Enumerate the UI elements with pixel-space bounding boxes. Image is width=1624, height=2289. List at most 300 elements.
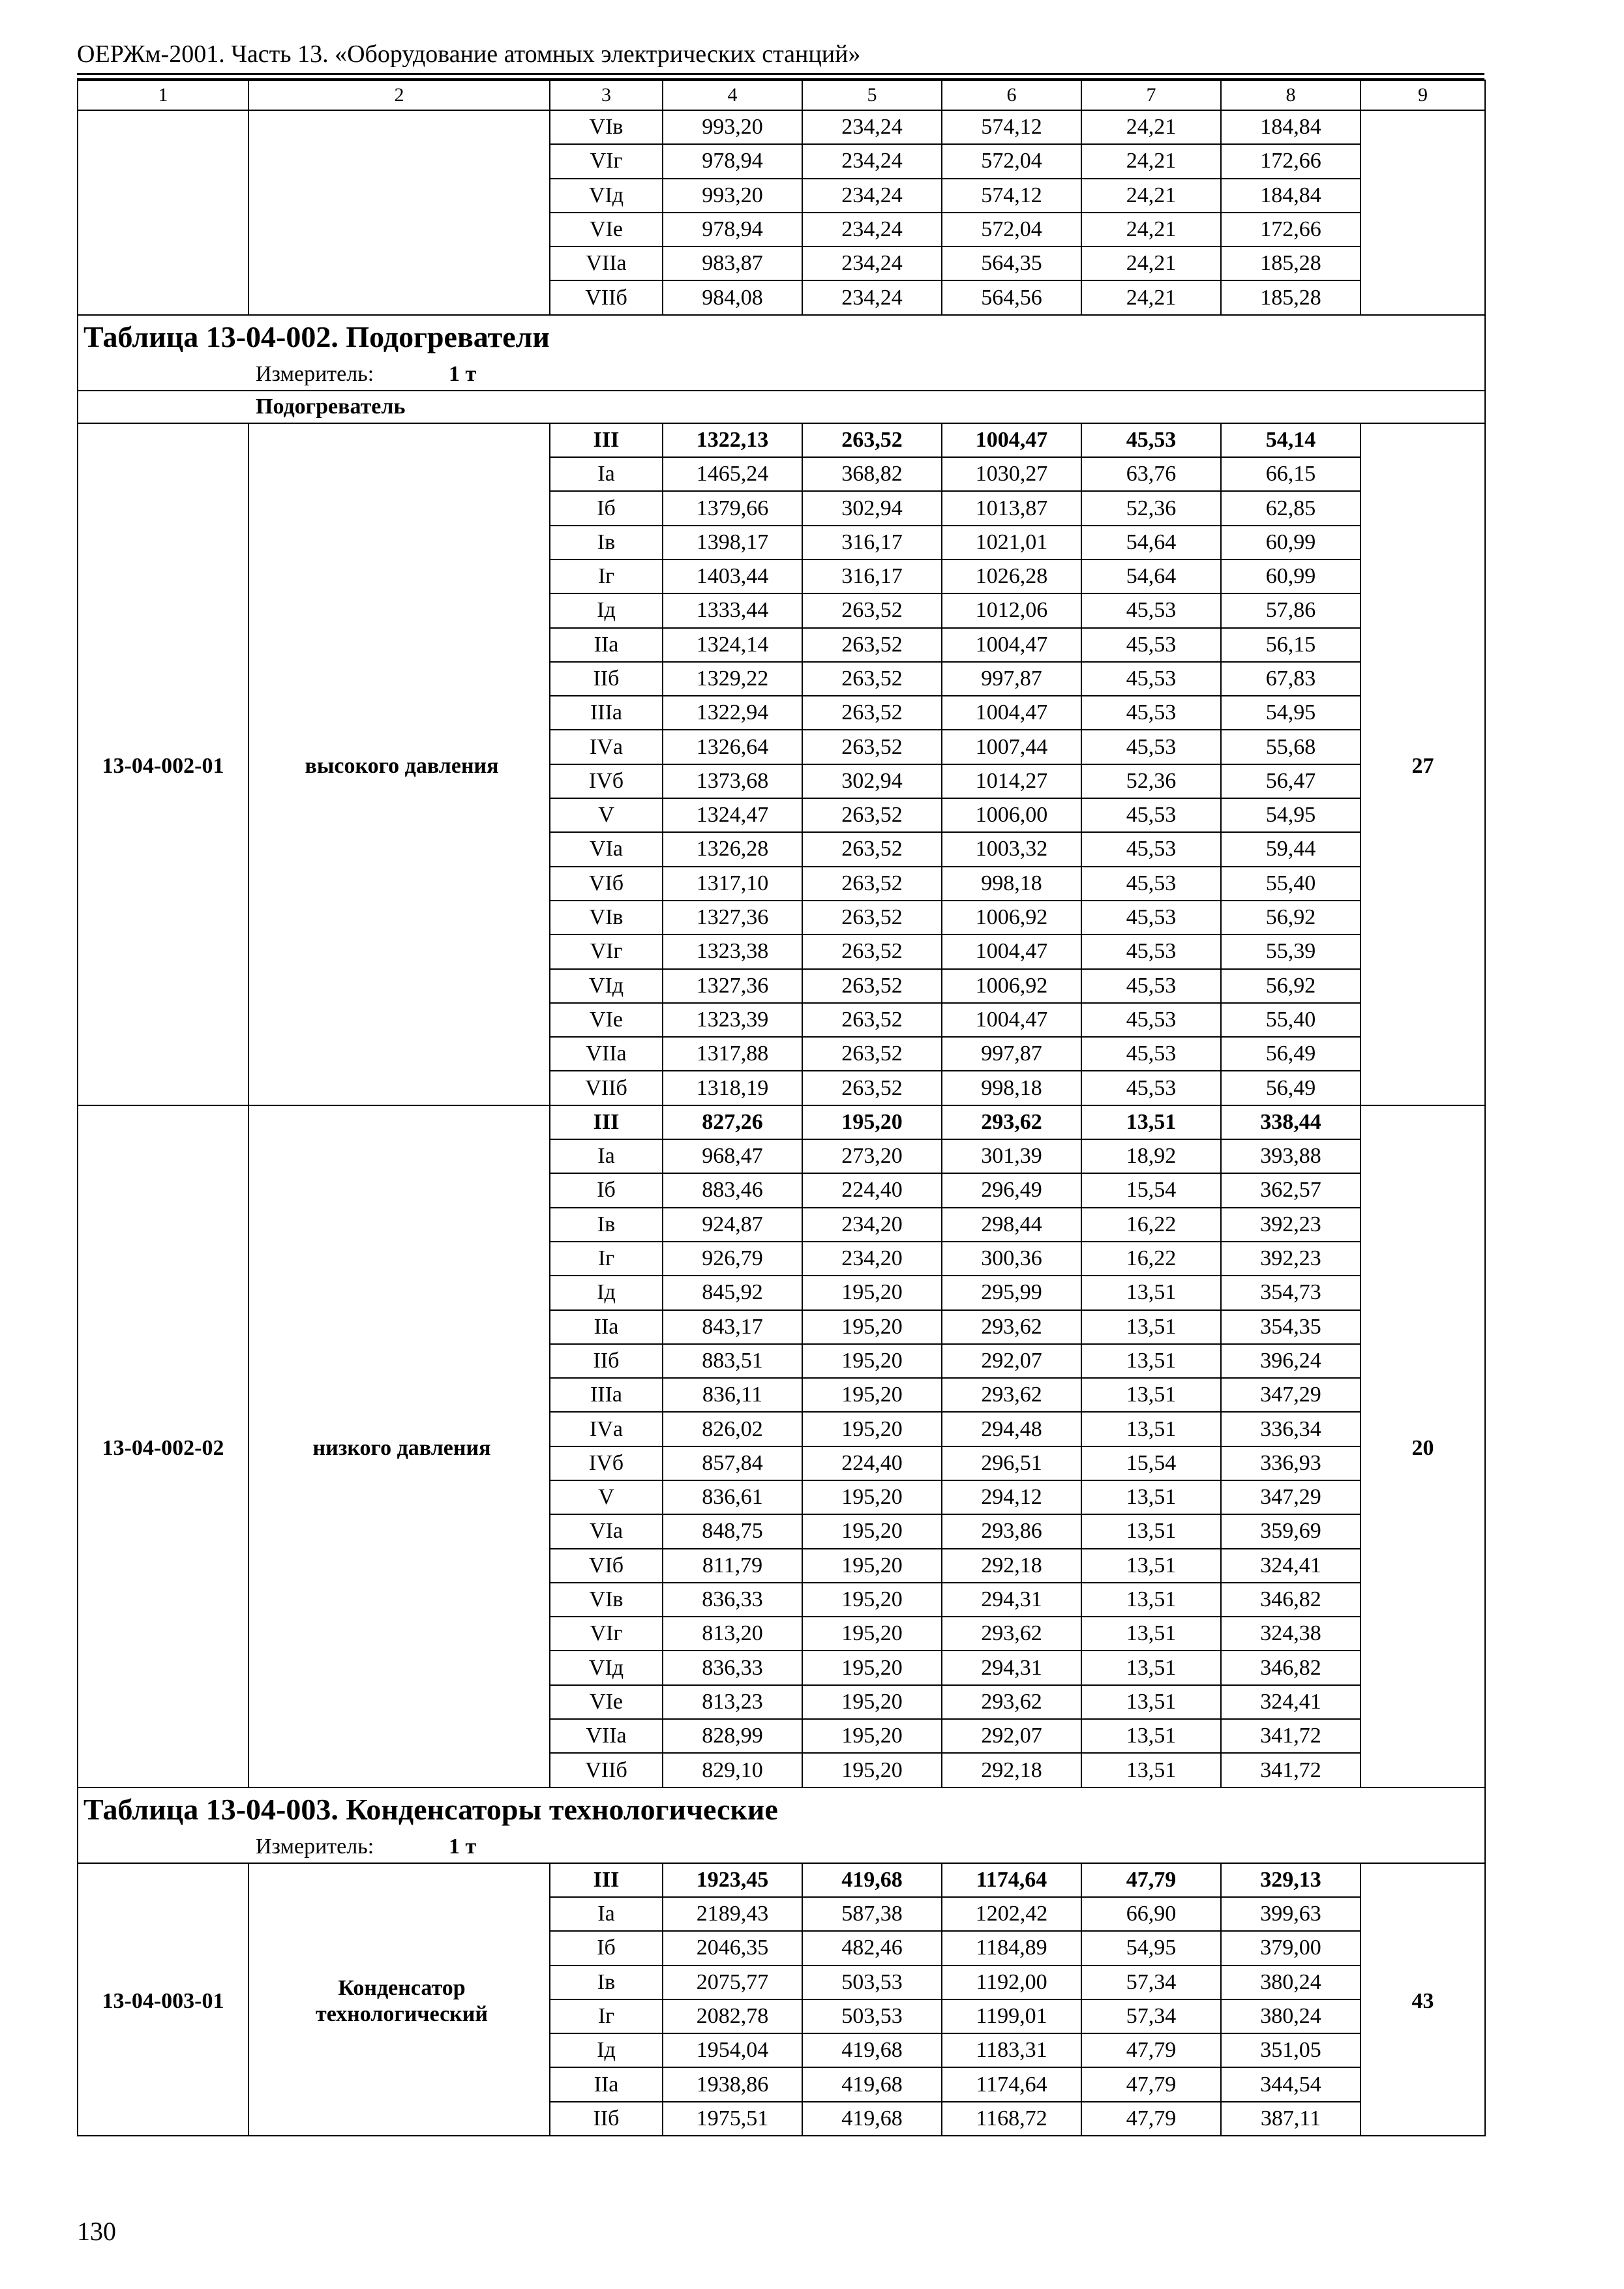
zone-cell: VIIб: [550, 1071, 663, 1105]
zone-cell: VIг: [550, 1617, 663, 1651]
value-cell: 24,21: [1081, 110, 1221, 144]
value-cell: 1168,72: [942, 2102, 1081, 2136]
zone-cell: IIа: [550, 1310, 663, 1344]
value-cell: 55,40: [1221, 867, 1361, 901]
value-cell: 1326,28: [663, 832, 802, 866]
table-title-row: [78, 1788, 1485, 1831]
zone-cell: IIIа: [550, 1378, 663, 1412]
value-cell: 997,87: [942, 1037, 1081, 1071]
zone-cell: IIб: [550, 1344, 663, 1378]
value-cell: 195,20: [802, 1378, 942, 1412]
value-cell: 13,51: [1081, 1480, 1221, 1514]
value-cell: 998,18: [942, 867, 1081, 901]
column-number: 2: [248, 80, 550, 110]
col9-value: 20: [1361, 1105, 1485, 1788]
zone-cell: IVб: [550, 1446, 663, 1480]
value-cell: 1174,64: [942, 2067, 1081, 2101]
value-cell: 55,40: [1221, 1003, 1361, 1037]
rate-code: 13-04-002-01: [78, 423, 248, 1105]
value-cell: 1184,89: [942, 1931, 1081, 1965]
value-cell: 419,68: [802, 2102, 942, 2136]
value-cell: 1975,51: [663, 2102, 802, 2136]
value-cell: 368,82: [802, 457, 942, 491]
table-row: [78, 110, 1485, 144]
value-cell: 564,35: [942, 247, 1081, 280]
value-cell: 983,87: [663, 247, 802, 280]
value-cell: 263,52: [802, 662, 942, 696]
zone-cell: VIIа: [550, 247, 663, 280]
value-cell: 47,79: [1081, 1863, 1221, 1897]
zone-cell: IIб: [550, 2102, 663, 2136]
value-cell: 56,15: [1221, 628, 1361, 662]
value-cell: 324,41: [1221, 1685, 1361, 1719]
value-cell: 234,24: [802, 110, 942, 144]
value-cell: 54,95: [1081, 1931, 1221, 1965]
value-cell: 24,21: [1081, 179, 1221, 213]
value-cell: 1327,36: [663, 901, 802, 935]
value-cell: 1014,27: [942, 764, 1081, 798]
zone-cell: IIа: [550, 628, 663, 662]
zone-cell: VIв: [550, 901, 663, 935]
value-cell: 56,49: [1221, 1071, 1361, 1105]
value-cell: 978,94: [663, 144, 802, 178]
value-cell: 829,10: [663, 1753, 802, 1787]
zone-cell: VIе: [550, 1003, 663, 1037]
value-cell: 185,28: [1221, 247, 1361, 280]
value-cell: 292,07: [942, 1719, 1081, 1753]
value-cell: 24,21: [1081, 247, 1221, 280]
value-cell: 263,52: [802, 593, 942, 627]
value-cell: 292,18: [942, 1753, 1081, 1787]
zone-cell: VIа: [550, 1514, 663, 1548]
col9-value: [1361, 110, 1485, 315]
value-cell: 1007,44: [942, 730, 1081, 764]
value-cell: 354,73: [1221, 1276, 1361, 1309]
zone-cell: III: [550, 1863, 663, 1897]
value-cell: 234,24: [802, 213, 942, 247]
value-cell: 45,53: [1081, 628, 1221, 662]
value-cell: 324,38: [1221, 1617, 1361, 1651]
value-cell: 195,20: [802, 1719, 942, 1753]
value-cell: 2046,35: [663, 1931, 802, 1965]
zone-cell: Iв: [550, 1208, 663, 1242]
unit-label: Измеритель:: [256, 361, 374, 386]
value-cell: 13,51: [1081, 1514, 1221, 1548]
zone-cell: VIIа: [550, 1037, 663, 1071]
zone-cell: IVа: [550, 730, 663, 764]
value-cell: 195,20: [802, 1412, 942, 1446]
value-cell: 16,22: [1081, 1208, 1221, 1242]
value-cell: 62,85: [1221, 491, 1361, 525]
zone-cell: VIд: [550, 179, 663, 213]
zone-cell: IVа: [550, 1412, 663, 1446]
value-cell: 1004,47: [942, 423, 1081, 457]
rate-code: 13-04-002-02: [78, 1105, 248, 1788]
value-cell: 811,79: [663, 1549, 802, 1583]
value-cell: 1003,32: [942, 832, 1081, 866]
value-cell: 503,53: [802, 1966, 942, 1999]
value-cell: 234,24: [802, 144, 942, 178]
page-number: 130: [77, 2217, 116, 2246]
value-cell: 24,21: [1081, 280, 1221, 314]
value-cell: 380,24: [1221, 1966, 1361, 1999]
column-number: 4: [663, 80, 802, 110]
value-cell: 883,51: [663, 1344, 802, 1378]
value-cell: 574,12: [942, 110, 1081, 144]
value-cell: 392,23: [1221, 1208, 1361, 1242]
value-cell: 60,99: [1221, 560, 1361, 593]
value-cell: 1192,00: [942, 1966, 1081, 1999]
value-cell: 184,84: [1221, 179, 1361, 213]
value-cell: 503,53: [802, 1999, 942, 2033]
value-cell: 826,02: [663, 1412, 802, 1446]
rate-code: 13-04-003-01: [78, 1863, 248, 2136]
value-cell: 968,47: [663, 1139, 802, 1173]
value-cell: 195,20: [802, 1651, 942, 1684]
value-cell: 56,47: [1221, 764, 1361, 798]
zone-cell: VIг: [550, 144, 663, 178]
value-cell: 2082,78: [663, 1999, 802, 2033]
value-cell: 347,29: [1221, 1378, 1361, 1412]
value-cell: 273,20: [802, 1139, 942, 1173]
col9-value: 27: [1361, 423, 1485, 1105]
value-cell: 302,94: [802, 764, 942, 798]
value-cell: 292,07: [942, 1344, 1081, 1378]
zone-cell: V: [550, 1480, 663, 1514]
column-number: 8: [1221, 80, 1361, 110]
value-cell: 1938,86: [663, 2067, 802, 2101]
value-cell: 1327,36: [663, 969, 802, 1003]
zone-cell: Iд: [550, 2033, 663, 2067]
zone-cell: Iа: [550, 1897, 663, 1931]
value-cell: 54,95: [1221, 798, 1361, 832]
value-cell: 572,04: [942, 213, 1081, 247]
value-cell: 54,95: [1221, 696, 1361, 730]
value-cell: 380,24: [1221, 1999, 1361, 2033]
value-cell: 419,68: [802, 2033, 942, 2067]
value-cell: 1322,13: [663, 423, 802, 457]
value-cell: 293,62: [942, 1105, 1081, 1139]
zone-cell: Iа: [550, 457, 663, 491]
value-cell: 338,44: [1221, 1105, 1361, 1139]
value-cell: 574,12: [942, 179, 1081, 213]
value-cell: 300,36: [942, 1242, 1081, 1276]
value-cell: 813,23: [663, 1685, 802, 1719]
value-cell: 45,53: [1081, 798, 1221, 832]
value-cell: 926,79: [663, 1242, 802, 1276]
value-cell: 57,86: [1221, 593, 1361, 627]
zone-cell: VIв: [550, 1583, 663, 1617]
value-cell: 296,51: [942, 1446, 1081, 1480]
zone-cell: Iг: [550, 560, 663, 593]
value-cell: 351,05: [1221, 2033, 1361, 2067]
value-cell: 564,56: [942, 280, 1081, 314]
value-cell: 294,31: [942, 1651, 1081, 1684]
value-cell: 60,99: [1221, 526, 1361, 560]
value-cell: 13,51: [1081, 1310, 1221, 1344]
column-number-row: [78, 80, 1485, 110]
value-cell: 47,79: [1081, 2067, 1221, 2101]
value-cell: 18,92: [1081, 1139, 1221, 1173]
value-cell: 13,51: [1081, 1412, 1221, 1446]
value-cell: 184,84: [1221, 110, 1361, 144]
value-cell: 45,53: [1081, 1003, 1221, 1037]
value-cell: 55,39: [1221, 935, 1361, 968]
value-cell: 857,84: [663, 1446, 802, 1480]
zone-cell: VIб: [550, 1549, 663, 1583]
unit-label: Измеритель:: [256, 1834, 374, 1859]
zone-cell: VIIа: [550, 1719, 663, 1753]
zone-cell: Iб: [550, 1931, 663, 1965]
value-cell: 1006,00: [942, 798, 1081, 832]
zone-cell: VIIб: [550, 280, 663, 314]
value-cell: 13,51: [1081, 1719, 1221, 1753]
value-cell: 1403,44: [663, 560, 802, 593]
value-cell: 54,14: [1221, 423, 1361, 457]
value-cell: 172,66: [1221, 144, 1361, 178]
value-cell: 836,11: [663, 1378, 802, 1412]
value-cell: 301,39: [942, 1139, 1081, 1173]
value-cell: 1004,47: [942, 628, 1081, 662]
value-cell: 587,38: [802, 1897, 942, 1931]
value-cell: 294,31: [942, 1583, 1081, 1617]
value-cell: 1324,14: [663, 628, 802, 662]
rate-name: низкого давления: [248, 1105, 550, 1788]
value-cell: 993,20: [663, 179, 802, 213]
value-cell: 66,90: [1081, 1897, 1221, 1931]
zone-cell: Iг: [550, 1999, 663, 2033]
value-cell: 1465,24: [663, 457, 802, 491]
value-cell: 1954,04: [663, 2033, 802, 2067]
value-cell: 13,51: [1081, 1651, 1221, 1684]
value-cell: 1329,22: [663, 662, 802, 696]
value-cell: 56,92: [1221, 969, 1361, 1003]
value-cell: 263,52: [802, 969, 942, 1003]
value-cell: 1012,06: [942, 593, 1081, 627]
value-cell: 1004,47: [942, 1003, 1081, 1037]
subheading-cell: [78, 391, 1485, 423]
value-cell: 13,51: [1081, 1753, 1221, 1787]
zone-cell: VIв: [550, 110, 663, 144]
zone-cell: Iг: [550, 1242, 663, 1276]
value-cell: 1026,28: [942, 560, 1081, 593]
value-cell: 47,79: [1081, 2102, 1221, 2136]
value-cell: 1199,01: [942, 1999, 1081, 2033]
zone-cell: IVб: [550, 764, 663, 798]
value-cell: 45,53: [1081, 423, 1221, 457]
value-cell: 45,53: [1081, 1071, 1221, 1105]
zone-cell: VIIб: [550, 1753, 663, 1787]
zone-cell: Iб: [550, 1173, 663, 1207]
value-cell: 13,51: [1081, 1685, 1221, 1719]
value-cell: 13,51: [1081, 1549, 1221, 1583]
zone-cell: VIд: [550, 969, 663, 1003]
value-cell: 294,48: [942, 1412, 1081, 1446]
zone-cell: VIд: [550, 1651, 663, 1684]
value-cell: 263,52: [802, 1071, 942, 1105]
value-cell: 263,52: [802, 1037, 942, 1071]
value-cell: 67,83: [1221, 662, 1361, 696]
value-cell: 1006,92: [942, 901, 1081, 935]
value-cell: 63,76: [1081, 457, 1221, 491]
value-cell: 13,51: [1081, 1617, 1221, 1651]
rate-name: Конденсатор технологический: [248, 1863, 550, 2136]
zone-cell: VIа: [550, 832, 663, 866]
value-cell: 843,17: [663, 1310, 802, 1344]
value-cell: 295,99: [942, 1276, 1081, 1309]
value-cell: 336,93: [1221, 1446, 1361, 1480]
value-cell: 294,12: [942, 1480, 1081, 1514]
value-cell: 341,72: [1221, 1753, 1361, 1787]
value-cell: 263,52: [802, 901, 942, 935]
value-cell: 66,15: [1221, 457, 1361, 491]
value-cell: 263,52: [802, 867, 942, 901]
table-title-row: [78, 315, 1485, 359]
column-number: 6: [942, 80, 1081, 110]
subheading-row: [78, 391, 1485, 423]
value-cell: 296,49: [942, 1173, 1081, 1207]
value-cell: 1379,66: [663, 491, 802, 525]
value-cell: 1323,38: [663, 935, 802, 968]
value-cell: 57,34: [1081, 1999, 1221, 2033]
value-cell: 293,62: [942, 1685, 1081, 1719]
value-cell: 836,33: [663, 1583, 802, 1617]
value-cell: 13,51: [1081, 1378, 1221, 1412]
value-cell: 2075,77: [663, 1966, 802, 1999]
value-cell: 836,61: [663, 1480, 802, 1514]
value-cell: 1021,01: [942, 526, 1081, 560]
value-cell: 45,53: [1081, 867, 1221, 901]
value-cell: 263,52: [802, 798, 942, 832]
value-cell: 15,54: [1081, 1446, 1221, 1480]
value-cell: 1006,92: [942, 969, 1081, 1003]
table-row: [78, 1105, 1485, 1139]
value-cell: 195,20: [802, 1480, 942, 1514]
zone-cell: Iд: [550, 1276, 663, 1309]
value-cell: 1322,94: [663, 696, 802, 730]
value-cell: 419,68: [802, 1863, 942, 1897]
header-rule: [77, 73, 1484, 75]
value-cell: 346,82: [1221, 1583, 1361, 1617]
value-cell: 998,18: [942, 1071, 1081, 1105]
value-cell: 1317,88: [663, 1037, 802, 1071]
value-cell: 195,20: [802, 1685, 942, 1719]
table-title: Таблица 13-04-003. Конденсаторы технологические: [78, 1788, 1485, 1831]
value-cell: 195,20: [802, 1276, 942, 1309]
value-cell: 234,24: [802, 280, 942, 314]
value-cell: 392,23: [1221, 1242, 1361, 1276]
value-cell: 1333,44: [663, 593, 802, 627]
column-number: 5: [802, 80, 942, 110]
column-number: 7: [1081, 80, 1221, 110]
value-cell: 293,62: [942, 1378, 1081, 1412]
column-number: 9: [1361, 80, 1485, 110]
value-cell: 344,54: [1221, 2067, 1361, 2101]
zone-cell: VIе: [550, 1685, 663, 1719]
value-cell: 1183,31: [942, 2033, 1081, 2067]
value-cell: 172,66: [1221, 213, 1361, 247]
value-cell: 263,52: [802, 628, 942, 662]
zone-cell: VIе: [550, 213, 663, 247]
value-cell: 346,82: [1221, 1651, 1361, 1684]
value-cell: 1398,17: [663, 526, 802, 560]
column-number: 3: [550, 80, 663, 110]
value-cell: 1030,27: [942, 457, 1081, 491]
value-cell: 24,21: [1081, 144, 1221, 178]
value-cell: 1323,39: [663, 1003, 802, 1037]
value-cell: 419,68: [802, 2067, 942, 2101]
value-cell: 347,29: [1221, 1480, 1361, 1514]
value-cell: 1923,45: [663, 1863, 802, 1897]
value-cell: 298,44: [942, 1208, 1081, 1242]
value-cell: 45,53: [1081, 593, 1221, 627]
rate-name: высокого давления: [248, 423, 550, 1105]
value-cell: 45,53: [1081, 901, 1221, 935]
value-cell: 293,86: [942, 1514, 1081, 1548]
value-cell: 393,88: [1221, 1139, 1361, 1173]
value-cell: 185,28: [1221, 280, 1361, 314]
value-cell: 234,24: [802, 179, 942, 213]
value-cell: 13,51: [1081, 1105, 1221, 1139]
table-title: Таблица 13-04-002. Подогреватели: [78, 315, 1485, 359]
value-cell: 13,51: [1081, 1276, 1221, 1309]
value-cell: 836,33: [663, 1651, 802, 1684]
value-cell: 54,64: [1081, 560, 1221, 593]
value-cell: 828,99: [663, 1719, 802, 1753]
value-cell: 195,20: [802, 1310, 942, 1344]
value-cell: 47,79: [1081, 2033, 1221, 2067]
value-cell: 292,18: [942, 1549, 1081, 1583]
value-cell: 45,53: [1081, 1037, 1221, 1071]
value-cell: 293,62: [942, 1617, 1081, 1651]
value-cell: 316,17: [802, 560, 942, 593]
zone-cell: VIг: [550, 935, 663, 968]
value-cell: 15,54: [1081, 1173, 1221, 1207]
rate-code: [78, 110, 248, 315]
value-cell: 55,68: [1221, 730, 1361, 764]
value-cell: 379,00: [1221, 1931, 1361, 1965]
value-cell: 263,52: [802, 730, 942, 764]
value-cell: 263,52: [802, 423, 942, 457]
value-cell: 978,94: [663, 213, 802, 247]
zone-cell: III: [550, 1105, 663, 1139]
value-cell: 883,46: [663, 1173, 802, 1207]
value-cell: 302,94: [802, 491, 942, 525]
value-cell: 45,53: [1081, 696, 1221, 730]
zone-cell: Iв: [550, 1966, 663, 1999]
col9-value: 43: [1361, 1863, 1485, 2136]
value-cell: 482,46: [802, 1931, 942, 1965]
value-cell: 1373,68: [663, 764, 802, 798]
zone-cell: III: [550, 423, 663, 457]
value-cell: 57,34: [1081, 1966, 1221, 1999]
value-cell: 324,41: [1221, 1549, 1361, 1583]
zone-cell: Iв: [550, 526, 663, 560]
column-number: 1: [78, 80, 248, 110]
unit-value: 1 т: [449, 361, 477, 386]
value-cell: 1174,64: [942, 1863, 1081, 1897]
value-cell: 316,17: [802, 526, 942, 560]
value-cell: 195,20: [802, 1344, 942, 1378]
value-cell: 1326,64: [663, 730, 802, 764]
value-cell: 195,20: [802, 1617, 942, 1651]
value-cell: 293,62: [942, 1310, 1081, 1344]
value-cell: 396,24: [1221, 1344, 1361, 1378]
value-cell: 1004,47: [942, 696, 1081, 730]
value-cell: 13,51: [1081, 1344, 1221, 1378]
value-cell: 234,20: [802, 1242, 942, 1276]
value-cell: 387,11: [1221, 2102, 1361, 2136]
